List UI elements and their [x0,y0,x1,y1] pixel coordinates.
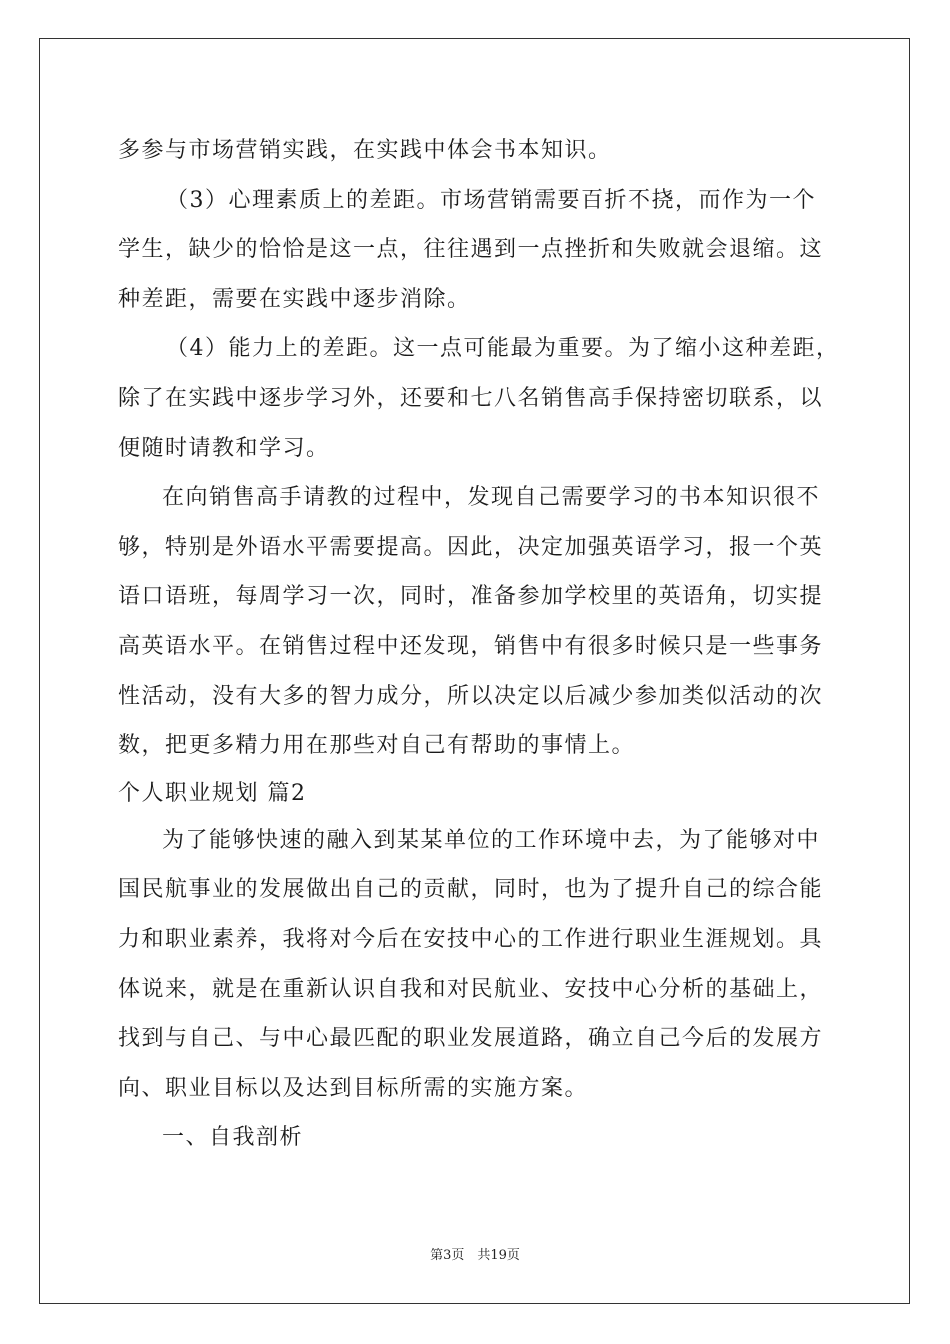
text-line: 力和职业素养，我将对今后在安技中心的工作进行职业生涯规划。具 [118,926,824,952]
text-line: 便随时请教和学习。 [118,435,330,461]
text-line: 性活动，没有大多的智力成分，所以决定以后减少参加类似活动的次 [118,683,824,709]
text-line: （3）心理素质上的差距。市场营销需要百折不挠，而作为一个 [166,187,816,213]
text-line: 在向销售高手请教的过程中，发现自己需要学习的书本知识很不 [162,485,821,511]
text-line: 国民航事业的发展做出自己的贡献，同时，也为了提升自己的综合能 [118,877,824,903]
page-number-footer: 第3页 共19页 [430,1248,520,1263]
text-line: 多参与市场营销实践，在实践中体会书本知识。 [118,138,612,163]
text-line: 数，把更多精力用在那些对自己有帮助的事情上。 [118,733,636,759]
text-line: 够，特别是外语水平需要提高。因此，决定加强英语学习，报一个英 [118,534,824,560]
document-body [118,126,838,1163]
text-line: 学生，缺少的恰恰是这一点，往往遇到一点挫折和失败就会退缩。这 [118,237,824,263]
text-line: 语口语班，每周学习一次，同时，准备参加学校里的英语角，切实提 [118,584,824,610]
text-line: 为了能够快速的融入到某某单位的工作环境中去，为了能够对中 [162,827,821,853]
text-line: 向、职业目标以及达到目标所需的实施方案。 [118,1075,589,1101]
subsection-heading: 一、自我剖析 [162,1125,304,1151]
text-line: 高英语水平。在销售过程中还发现，销售中有很多时候只是一些事务 [118,633,824,659]
text-line: 种差距，需要在实践中逐步消除。 [118,286,471,312]
text-line: 找到与自己、与中心最匹配的职业发展道路，确立自己今后的发展方 [118,1026,824,1052]
text-line: （4）能力上的差距。这一点可能最为重要。为了缩小这种差距， [166,336,840,362]
text-line: 体说来，就是在重新认识自我和对民航业、安技中心分析的基础上， [118,976,824,1002]
text-line: 除了在实践中逐步学习外，还要和七八名销售高手保持密切联系，以 [118,385,824,411]
section-heading: 个人职业规划 篇2 [118,780,307,806]
